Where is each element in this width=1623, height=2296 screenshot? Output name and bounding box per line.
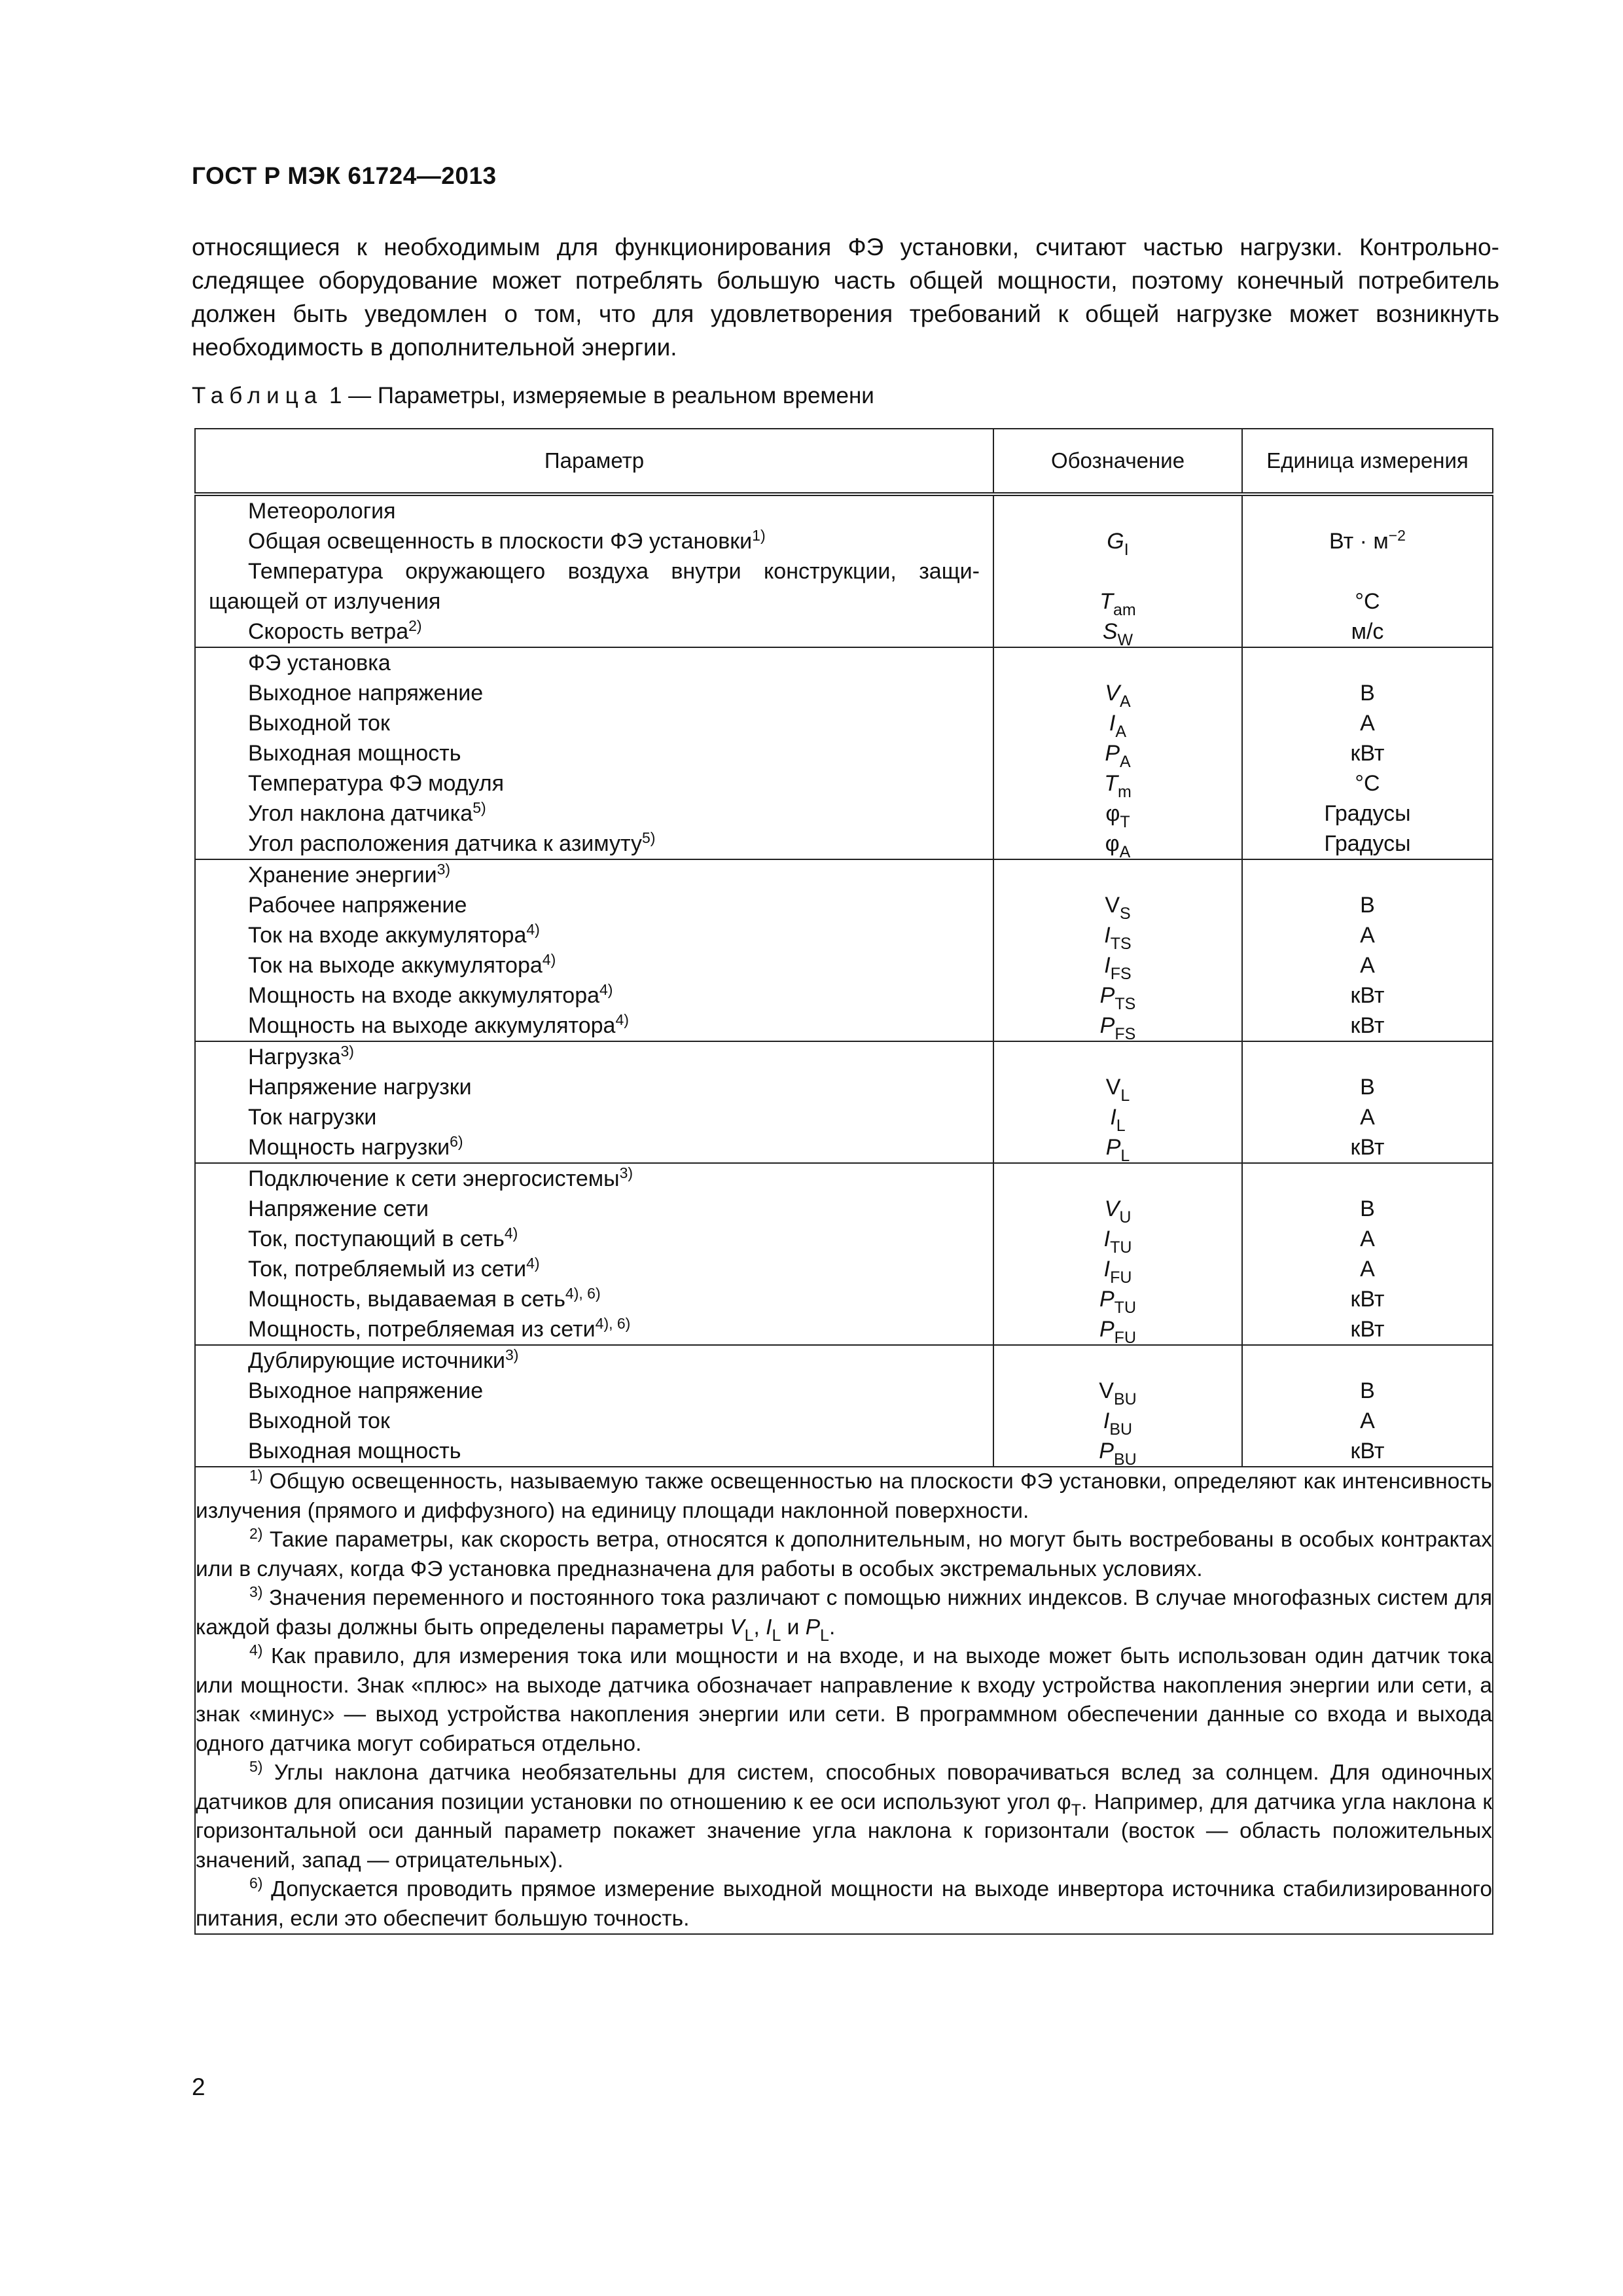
- text-fragment: Скорость ветра: [248, 619, 409, 644]
- text-fragment: Ток на входе аккумулятора: [248, 923, 527, 948]
- text-fragment: V: [1105, 1075, 1121, 1100]
- text-fragment: S: [1120, 905, 1131, 923]
- intro-paragraph: относящиеся к необходимым для функционирования ФЭ установки, считают частью нагрузки. Контрольно-следящее оборудование может потреблять большую часть общей мощности, поэтому конечный потребитель должен быть уведомлен о том, что для удовлетворения требований к общей нагрузке может возникнуть необходимость в дополнительной энергии.: [192, 234, 1499, 361]
- text-fragment: 3): [340, 1043, 354, 1060]
- text-fragment: Углы наклона датчика необязательны для систем, способных поворачиваться вслед за солнцем. Для одиночных датчиков для описания позиции установки по отношению к ее оси используют угол: [196, 1761, 1492, 1814]
- param-cell: [196, 1011, 993, 1041]
- text-fragment: BU: [1113, 1450, 1137, 1469]
- text-fragment: 4): [599, 981, 613, 998]
- text-fragment: Угол наклона датчика: [248, 801, 473, 826]
- text-fragment: I: [1103, 1257, 1111, 1282]
- param-cell: [196, 1314, 993, 1344]
- text-fragment: L: [772, 1626, 781, 1645]
- symbol-cell: [994, 920, 1241, 953]
- symbol-cell: [994, 708, 1241, 741]
- param-cell: Выходное напряжение: [248, 681, 484, 706]
- text-fragment: I: [1103, 1227, 1111, 1251]
- text-fragment: BU: [1109, 1420, 1133, 1439]
- unit-cell: °C: [1355, 771, 1380, 796]
- param-cell: [196, 1254, 993, 1284]
- symbol-cell: [994, 1284, 1241, 1317]
- text-fragment: V: [1105, 893, 1120, 918]
- text-fragment: TU: [1110, 1238, 1132, 1257]
- symbol-cell: [994, 1102, 1241, 1135]
- text-fragment: TS: [1115, 995, 1136, 1013]
- text-fragment: L: [744, 1626, 754, 1645]
- symbol-cell: [994, 1314, 1241, 1347]
- note-3: $^{3)}$ Значения переменного и постоянного тока различают с помощью нижних индексов. В случае многофазных систем для каждой фазы должны быть определены параметры $V_L$, $I_L$ и $P_L$.: [196, 1583, 1492, 1645]
- text-fragment: I: [1109, 711, 1116, 736]
- unit-cell: В: [1360, 893, 1375, 918]
- symbol-cell: [994, 798, 1241, 829]
- group-title: Метеорология: [248, 499, 396, 524]
- text-fragment: V: [730, 1615, 745, 1640]
- unit-cell: А: [1360, 1257, 1375, 1282]
- text-fragment: FS: [1110, 965, 1132, 983]
- text-fragment: 4): [526, 921, 540, 938]
- note-1: [196, 1467, 1492, 1526]
- text-fragment: BU: [1113, 1390, 1137, 1408]
- text-fragment: 2): [408, 617, 422, 634]
- symbol-cell: [994, 617, 1241, 647]
- text-fragment: 3): [505, 1346, 519, 1363]
- text-fragment: Мощность, выдаваемая в сеть: [248, 1287, 565, 1312]
- parameters-table: [194, 428, 1493, 1935]
- unit-cell: кВт: [1350, 1439, 1385, 1463]
- text-fragment: A: [1115, 723, 1127, 741]
- symbol-cell: [994, 1194, 1241, 1227]
- table-group-backup-sources: [195, 1345, 1493, 1467]
- text-fragment: I: [1124, 541, 1129, 559]
- symbol-cell: [994, 1224, 1241, 1257]
- param-cell: [196, 920, 993, 950]
- table-header-row: [195, 429, 1493, 494]
- text-fragment: TU: [1114, 1299, 1136, 1317]
- text-fragment: G: [1107, 529, 1124, 554]
- text-fragment: P: [805, 1615, 821, 1640]
- document-header: ГОСТ Р МЭК 61724—2013: [192, 162, 497, 189]
- param-cell: [196, 1224, 993, 1254]
- text-fragment: L: [1120, 1147, 1130, 1165]
- param-cell: [196, 798, 993, 829]
- text-fragment: φ: [1105, 801, 1120, 826]
- symbol-cell: [994, 829, 1241, 859]
- text-fragment: Ток, поступающий в сеть: [248, 1227, 505, 1251]
- table-group-load: [195, 1041, 1493, 1163]
- unit-cell: кВт: [1350, 983, 1385, 1008]
- text-fragment: Мощность на выходе аккумулятора: [248, 1013, 616, 1038]
- symbol-cell: [994, 738, 1241, 771]
- table-group-pv-plant: [195, 647, 1493, 859]
- param-cell: Выходной ток: [248, 711, 390, 736]
- caption-text: — Параметры, измеряемые в реальном времени: [348, 383, 874, 408]
- text-fragment: P: [1099, 1013, 1115, 1038]
- symbol-cell: [994, 1376, 1241, 1406]
- text-fragment: A: [1120, 692, 1131, 711]
- param-cell: [196, 950, 993, 980]
- symbol-cell: [994, 1132, 1241, 1165]
- text-fragment: A: [1120, 753, 1131, 771]
- text-fragment: I: [1110, 1105, 1116, 1130]
- text-fragment: 3): [437, 861, 451, 878]
- text-fragment: 4), 6): [565, 1285, 601, 1302]
- text-fragment: Мощность на входе аккумулятора: [248, 983, 600, 1008]
- text-fragment: P: [1099, 1317, 1115, 1342]
- symbol-cell: [994, 678, 1241, 711]
- param-cell: [196, 1284, 993, 1314]
- unit-cell: кВт: [1350, 1317, 1385, 1342]
- text-fragment: FU: [1114, 1329, 1136, 1347]
- text-fragment: T: [1120, 813, 1130, 831]
- text-fragment: am: [1113, 601, 1136, 619]
- text-fragment: U: [1119, 1208, 1132, 1227]
- text-fragment: TS: [1110, 935, 1132, 953]
- unit-cell: А: [1360, 711, 1375, 736]
- page-number: 2: [192, 2073, 205, 2100]
- param-cell: [196, 980, 993, 1011]
- unit-cell: кВт: [1350, 1013, 1385, 1038]
- text-fragment: m: [1117, 783, 1132, 801]
- symbol-cell: [994, 1436, 1241, 1469]
- text-fragment: V: [1099, 1378, 1114, 1403]
- text-fragment: Дублирующие источники: [248, 1348, 505, 1373]
- text-fragment: P: [1105, 1135, 1121, 1160]
- unit-cell: м/с: [1351, 619, 1384, 644]
- header-unit: Единица измерения: [1242, 429, 1493, 494]
- text-fragment: L: [1116, 1117, 1126, 1135]
- text-fragment: 4): [615, 1011, 629, 1028]
- text-fragment: Допускается проводить прямое измерение выходной мощности на выходе инвертора источника стабилизированного питания, если это обеспечит большую точность.: [196, 1877, 1492, 1931]
- text-fragment: Общую освещенность, называемую также освещенностью на плоскости ФЭ установки, определяют как интенсивность излучения (прямого и диффузного) на единицу площади наклонной поверхности.: [196, 1469, 1492, 1523]
- text-fragment: Такие параметры, как скорость ветра, относятся к дополнительным, но могут быть востребованы в особых контрактах или в случаях, когда ФЭ установка предназначена для работы в особых экстремальных условиях.: [196, 1528, 1493, 1581]
- text-fragment: .: [829, 1615, 836, 1640]
- text-fragment: Угол расположения датчика к азимуту: [248, 831, 642, 856]
- text-fragment: 3): [619, 1164, 633, 1181]
- unit-cell: кВт: [1350, 741, 1385, 766]
- symbol-cell: [994, 950, 1241, 983]
- text-fragment: FU: [1110, 1268, 1132, 1287]
- param-cell: [196, 829, 993, 859]
- text-fragment: I: [766, 1615, 772, 1640]
- table-caption: [192, 383, 874, 409]
- unit-cell: Градусы: [1324, 801, 1411, 826]
- group-title: [196, 860, 993, 890]
- note-4: [196, 1642, 1492, 1759]
- text-fragment: и: [787, 1615, 800, 1640]
- text-fragment: FS: [1115, 1025, 1136, 1043]
- param-cell: Напряжение сети: [248, 1196, 429, 1221]
- unit-cell: [1243, 526, 1492, 556]
- header-symbol: Обозначение: [993, 429, 1242, 494]
- text-fragment: 4), 6): [595, 1315, 631, 1332]
- symbol-cell: [994, 980, 1241, 1011]
- param-cell: Выходное напряжение: [248, 1378, 484, 1403]
- text-fragment: I: [1103, 1408, 1110, 1433]
- param-cell: Рабочее напряжение: [248, 893, 467, 918]
- text-fragment: I: [1104, 923, 1111, 948]
- text-fragment: P: [1105, 741, 1120, 766]
- text-fragment: 3): [249, 1583, 263, 1600]
- text-fragment: Мощность, потребляемая из сети: [248, 1317, 596, 1342]
- unit-cell: А: [1360, 1408, 1375, 1433]
- text-fragment: 4): [526, 1255, 540, 1272]
- unit-cell: °C: [1355, 589, 1380, 614]
- text-fragment: Как правило, для измерения тока или мощности и на входе, и на выходе может быть использован один датчик тока или мощности. Знак «плюс» на выходе датчика обозначает направление к входу устройства накопления энергии или сети, а знак «минус» — выход устройства накопления энергии или сети. В программном обеспечении данные со входа и выхода одного датчика могут собираться отдельно.: [196, 1644, 1493, 1756]
- text-fragment: 1): [752, 527, 766, 544]
- text-fragment: Хранение энергии: [248, 863, 437, 888]
- note-2: [196, 1526, 1492, 1584]
- symbol-cell: [994, 768, 1241, 801]
- text-fragment: S: [1102, 619, 1118, 644]
- symbol-cell: [994, 526, 1241, 559]
- group-title: [196, 1042, 993, 1072]
- group-title: [196, 1164, 993, 1194]
- text-fragment: 5): [473, 799, 486, 816]
- table-group-meteorology: [195, 494, 1493, 647]
- text-fragment: A: [1119, 843, 1131, 861]
- unit-cell: А: [1360, 923, 1375, 948]
- text-fragment: T: [1071, 1801, 1081, 1820]
- unit-cell: кВт: [1350, 1287, 1385, 1312]
- text-fragment: Нагрузка: [248, 1045, 341, 1069]
- table-notes: [195, 1467, 1493, 1934]
- text-fragment: Подключение к сети энергосистемы: [248, 1166, 620, 1191]
- caption-prefix: Таблица: [192, 383, 323, 408]
- unit-cell: А: [1360, 1105, 1375, 1130]
- unit-cell: В: [1360, 1196, 1375, 1221]
- header-parameter: Параметр: [195, 429, 993, 494]
- unit-cell: А: [1360, 953, 1375, 978]
- unit-cell: В: [1360, 1378, 1375, 1403]
- text-fragment: Ток на выходе аккумулятора: [248, 953, 543, 978]
- param-cell: Выходная мощность: [248, 1439, 461, 1463]
- param-cell: [196, 1132, 993, 1162]
- unit-cell: В: [1360, 681, 1375, 706]
- text-fragment: 1): [249, 1467, 263, 1484]
- text-fragment: Ток, потребляемый из сети: [248, 1257, 527, 1282]
- unit-cell: А: [1360, 1227, 1375, 1251]
- text-fragment: Значения переменного и постоянного тока различают с помощью нижних индексов. В случае многофазных систем для каждой фазы должны быть определены параметры: [196, 1586, 1492, 1640]
- param-cell: Выходной ток: [248, 1408, 390, 1433]
- text-fragment: 6): [450, 1133, 463, 1150]
- param-cell: Температура окружающего воздуха внутри конструкции, защи-: [248, 559, 980, 584]
- symbol-cell: [994, 890, 1241, 923]
- note-6: [196, 1875, 1492, 1933]
- symbol-cell: [994, 1254, 1241, 1287]
- text-fragment: 4): [249, 1641, 263, 1659]
- table-group-energy-storage: [195, 859, 1493, 1041]
- unit-cell: Градусы: [1324, 831, 1411, 856]
- param-cell: щающей от излучения: [209, 589, 441, 614]
- text-fragment: φ: [1056, 1789, 1071, 1814]
- text-fragment: V: [1104, 1196, 1120, 1221]
- symbol-cell: [994, 586, 1241, 617]
- text-fragment: 4): [504, 1225, 518, 1242]
- group-title: [196, 1346, 993, 1376]
- symbol-cell: [994, 1072, 1241, 1105]
- caption-number: 1: [329, 383, 342, 408]
- text-fragment: 6): [249, 1874, 263, 1892]
- text-fragment: 5): [642, 829, 656, 846]
- text-fragment: Вт · м: [1329, 529, 1389, 554]
- note-5: [196, 1759, 1492, 1875]
- text-fragment: 2): [249, 1525, 263, 1542]
- text-fragment: 5): [249, 1758, 263, 1775]
- table-group-grid: [195, 1163, 1493, 1345]
- text-fragment: . Например, для датчика угла наклона к горизонтальной оси данный параметр покажет значение угла наклона к горизонтали (восток — область положительных значений, запад — отрицательных).: [196, 1789, 1493, 1873]
- param-cell: Ток нагрузки: [248, 1105, 377, 1130]
- unit-cell: В: [1360, 1075, 1375, 1100]
- text-fragment: φ: [1105, 831, 1120, 856]
- symbol-cell: [994, 1011, 1241, 1041]
- param-cell: Выходная мощность: [248, 741, 461, 766]
- text-fragment: P: [1099, 983, 1115, 1008]
- text-fragment: P: [1099, 1287, 1115, 1312]
- text-fragment: T: [1104, 771, 1118, 796]
- text-fragment: T: [1099, 589, 1114, 614]
- param-cell: Температура ФЭ модуля: [248, 771, 504, 796]
- text-fragment: P: [1099, 1439, 1114, 1463]
- text-fragment: V: [1105, 681, 1120, 706]
- unit-cell: кВт: [1350, 1135, 1385, 1160]
- text-fragment: I: [1104, 953, 1111, 978]
- text-fragment: −2: [1388, 527, 1406, 544]
- param-cell: Напряжение нагрузки: [248, 1075, 472, 1100]
- symbol-cell: [994, 1406, 1241, 1439]
- text-fragment: L: [820, 1626, 829, 1645]
- text-fragment: Общая освещенность в плоскости ФЭ установки: [248, 529, 753, 554]
- text-fragment: Мощность нагрузки: [248, 1135, 450, 1160]
- text-fragment: 4): [542, 951, 556, 968]
- group-title: ФЭ установка: [248, 651, 391, 675]
- text-fragment: W: [1117, 631, 1133, 649]
- param-cell: [196, 526, 993, 556]
- text-fragment: L: [1120, 1086, 1130, 1105]
- param-cell: [196, 617, 993, 647]
